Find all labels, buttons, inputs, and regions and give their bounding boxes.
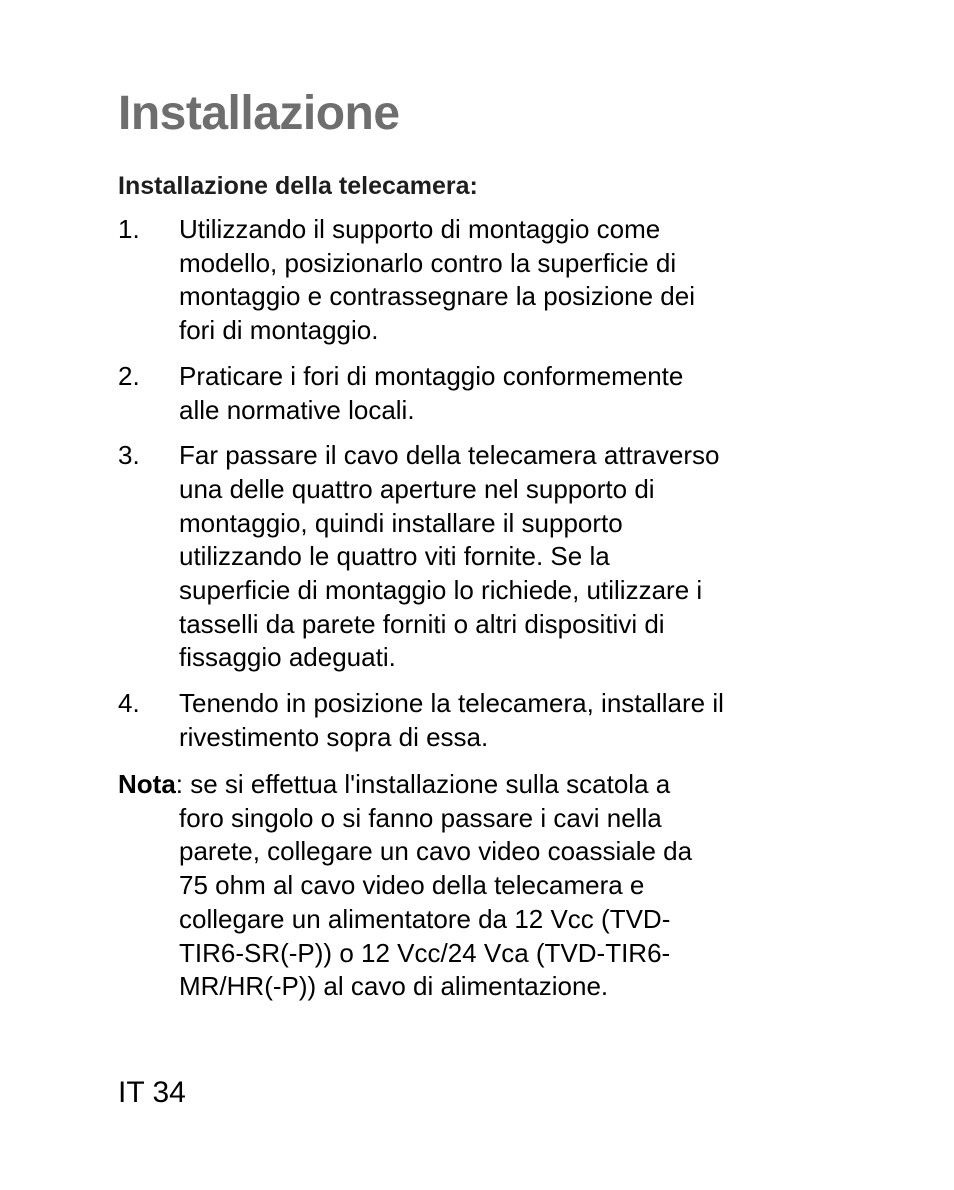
step-text: Utilizzando il supporto di montaggio come modello, posizionarlo contro la superficie di montaggio e contrassegnare la posizione dei fori di montaggio. — [179, 214, 696, 346]
step-text: Far passare il cavo della telecamera attraverso una delle quattro aperture nel supporto di montaggio, quindi installare il supporto utilizzando le quattro viti fornite. Se la superficie di montaggio lo richiede, utilizzare i tasselli da parete forniti o altri dispositivi di fissaggio adeguati. — [179, 440, 720, 673]
step-number: 2. — [118, 360, 140, 391]
step-number: 1. — [118, 214, 140, 244]
note-body: foro singolo o si fanno passare i cavi nella parete, collegare un cavo video coassiale da 75 ohm al cavo video della telecamera e collegare un alimentatore da 12 Vcc (TVD- TIR6-SR(-P)) o 12 Vcc/24 Vca (TVD-TIR6- MR/HR(-P)) al cavo di alimentazione. — [179, 802, 693, 1002]
step-number: 3. — [118, 440, 140, 471]
note-label: Nota — [118, 769, 176, 799]
step-text: Tenendo in posizione la telecamera, installare il rivestimento sopra di essa. — [179, 688, 724, 752]
page-number: IT 34 — [118, 1076, 186, 1109]
step-number: 4. — [118, 688, 140, 719]
note-first-line: : se si effettua l'installazione sulla scatola a — [175, 769, 671, 799]
step-item-2 — [118, 360, 818, 427]
page-title: Installazione — [118, 87, 400, 140]
step-item-4 — [118, 687, 818, 754]
step-text: Praticare i fori di montaggio conformemente alle normative locali. — [179, 360, 684, 425]
step-item-3 — [118, 439, 818, 675]
installation-steps-list — [118, 213, 818, 767]
note-paragraph — [118, 768, 818, 1004]
section-heading: Installazione della telecamera: — [118, 172, 478, 200]
step-item-1 — [118, 213, 818, 348]
